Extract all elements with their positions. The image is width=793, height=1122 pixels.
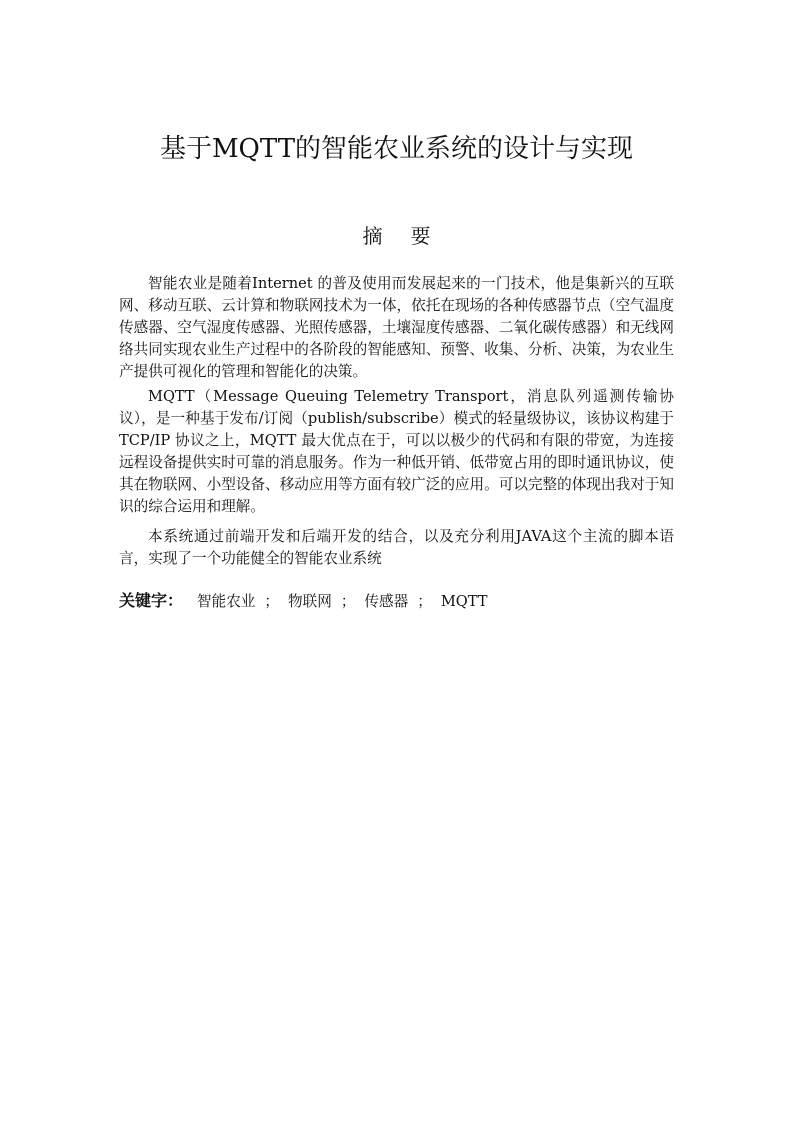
keywords-label: 关键字： <box>119 591 184 610</box>
page-title: 基于MQTT的智能农业系统的设计与实现 <box>159 134 634 165</box>
abstract-paragraph-2: MQTT（Message Queuing Telemetry Transport，消息队列遥测传输协议），是一种基于发布/订阅（publish/subscribe）模式的轻量级协议，该协议构建于TCP/IP 协议之上，MQTT 最大优点在于，可以以极少的代码和有限的带宽，为连接远程设备提供实时可靠的消息服务。作为一种低开销、低带宽占用的即时通讯协议，使其在物联网、小型设备、移动应用等方面有较广泛的应用。可以完整的体现出我对于知识的综合运用和理解。 <box>119 388 674 515</box>
abstract-paragraph-1: 智能农业是随着Internet 的普及使用而发展起来的一门技术，他是集新兴的互联网、移动互联、云计算和物联网技术为一体，依托在现场的各种传感器节点（空气温度传感器、空气湿度传感器、光照传感器，土壤湿度传感器、二氧化碳传感器）和无线网络共同实现农业生产过程中的各阶段的智能感知、预警、收集、分析、决策，为农业生产提供可视化的管理和智能化的决策。 <box>119 275 674 380</box>
keyword-item: 智能农业 <box>197 593 256 610</box>
abstract-paragraph-3: 本系统通过前端开发和后端开发的结合，以及充分利用JAVA这个主流的脚本语言，实现了一个功能健全的智能农业系统 <box>119 528 674 567</box>
keyword-separator: ； <box>264 593 280 610</box>
keyword-separator: ； <box>340 593 356 610</box>
abstract-heading-char-2: 要 <box>410 224 431 248</box>
keyword-item: 传感器 <box>364 593 409 610</box>
keywords-line <box>119 590 674 613</box>
abstract-heading-char-1: 摘 <box>362 224 383 248</box>
abstract-heading <box>0 222 793 250</box>
keyword-separator: ； <box>417 593 432 610</box>
keyword-item: MQTT <box>440 593 488 610</box>
keyword-item: 物联网 <box>288 593 332 610</box>
